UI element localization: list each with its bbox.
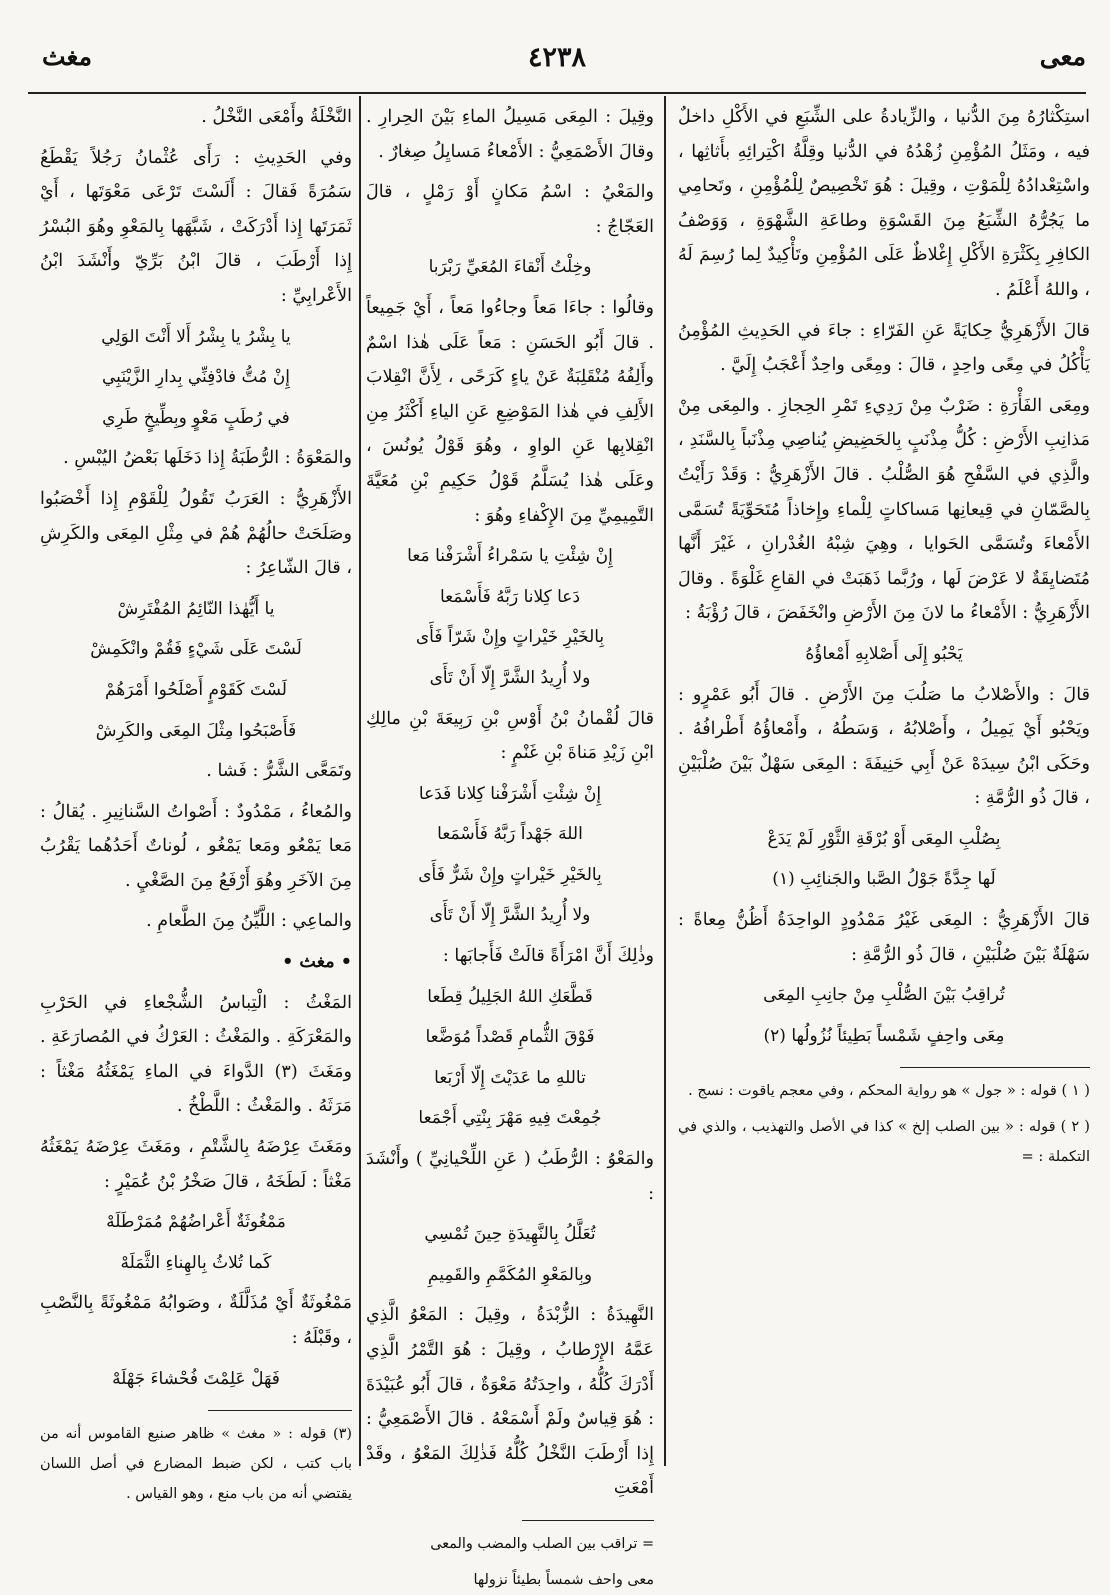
verse-line: إِنْ شِئْتِ أَشْرَفْنا كِلانا فَدَعا [418, 783, 602, 804]
paragraph: مَمْغُوثَةٌ أَيْ مُذَلَّلَةٌ ، وصَوابُهُ مَمْغُوثَةً بِالنَّصْبِ ، وقَبْلَهُ : [40, 1293, 352, 1348]
paragraph: وفي الحَدِيثِ : رَأَى عُثْمانُ رَجُلاً يَقْطَعُ سَمُرَةً فَقالَ : أَلَسْتَ تَرْعَى مَعْوَتَها ، أَيْ ثَمَرَتَها إِذا أَدْرَكَتْ ، شَبَّهَها بِالمَعْوِ وهُوَ البُسْرُ إِذا أَرْطَبَ ، قالَ ابْنُ بَرِّيّ وأَنْشَدَ ابْنُ الأَعْرابِيِّ : [40, 147, 352, 306]
verse-line: إِنْ شِئْتِ يا سَمْراءُ أَشْرَفْنا مَعا [407, 546, 613, 567]
verse-line: وبِالمَعْوِ المُكَمَّمِ والقَمِيمِ [427, 1264, 593, 1285]
verse-line: تُراقِبُ بَيْنَ الصُّلْبِ مِنْ جانِبِ المِعَى [763, 985, 1005, 1006]
paragraph: والمَعْيُ : اسْمُ مَكانٍ أَوْ رَمْلٍ ، قالَ العَجّاجُ : [366, 182, 654, 237]
paragraph: والمَعْوَةُ : الرُّطَبَةُ إِذا دَخَلَها بَعْضُ اليُبْسِ . [63, 448, 352, 469]
verse-line: بِالخَيْرِ خَيْراتٍ وإِنْ شَرٌّ فَأَى [418, 864, 602, 885]
page-header [28, 42, 1086, 86]
footnote: معى واحف شمساً بطيئاً نزولها [473, 1571, 654, 1588]
verse-line: فَوْقَ الثُّمامِ قَصْداً مُوَضَّعا [425, 1027, 595, 1048]
verse-line: دَعا كِلانا رَبَّهُ فَأَسْمَعا [439, 586, 581, 607]
verse-line: يا بِشْرُ يا بِشْرُ أَلا أَنْتَ الوَلِي [101, 326, 291, 347]
verse-line: وخِلْتُ أَنْقاءَ المُعَيِّ رَبْرَبا [428, 257, 592, 278]
header-keyword-left: مغث [42, 42, 92, 71]
footnote-separator [900, 1067, 1090, 1068]
verse-line: لَها جِدَّةً جَوْلُ الصَّبا والجَنائِبِ (١) [772, 869, 996, 890]
paragraph: قالَ الأَزْهَرِيُّ : المِعَى غَيْرُ مَمْدُودٍ الواحِدَةُ أَظُنُّ مِعاةً : سَهْلَةٌ بَيْنَ صُلْبَيْنِ ، قالَ ذُو الرُّمَّةِ : [678, 910, 1090, 965]
column-left [40, 100, 352, 1560]
paragraph: ومِعَى الفَأْرَةِ : ضَرْبٌ مِنْ رَدِيءِ تَمْرِ الحِجازِ . والمِعَى مِنْ مَذانِبِ الأَرْضِ : كُلُّ مِذْنَبٍ بِالحَضِيضِ يُناصِي مِذْنَباً بِالسَّنَدِ ، والَّذِي في السَّفْحِ هُوَ الصُّلْبُ . قالَ الأَزْهَرِيُّ : وَقَدْ رَأَيْتُ بِالصَّمّانِ في قِيعانِها مَساكاتٍ لِلْماءِ وإِخاذاً مُتَحَوِّيَةً تُسَمَّى الأَمْعاءَ وتُسَمَّى الحَوايا ، وهِيَ شِبْهُ الغُدْرانِ ، غَيْرَ أَنَّها مُتَضايِقَةٌ لا عَرْضَ لَها ، ورُبَّما ذَهَبَتْ في القاعِ غَلْوَةً . وقالَ الأَزْهَرِيُّ : الأَمْعاءُ ما لانَ مِنَ الأَرْضِ وانْخَفَضَ ، قالَ رُؤْبَةُ : [678, 395, 1090, 624]
paragraph: والمُعاءُ ، مَمْدُودٌ : أَصْواتُ السَّنانِيرِ . يُقالُ : مَعا يَمْعُو ومَعا يَمْغُو ، لُوناتٌ أَحَدُهُما يَقْرُبُ مِنَ الآخَرِ وهُوَ أَرْفَعُ مِنَ الصَّغْيِ . [40, 801, 352, 891]
footnote: = تراقب بين الصلب والمضب والمعى [430, 1535, 654, 1552]
verse-line: تاللهِ ما عَدَيْتَ إِلّا أَرْبَعا [434, 1067, 586, 1088]
verse-line: لَسْتَ كَقَوْمٍ أَصْلَحُوا أَمْرَهُمْ [104, 679, 287, 700]
verse-line: بِالخَيْرِ خَيْراتٍ وإِنْ شَرّاً فَأَى [415, 627, 605, 648]
verse-line: إِنْ مُتُّ فادْفِنِّي بِدارِ الزَّيْنَبِي [102, 367, 290, 388]
paragraph: النَّهِيدَةُ : الزُّبْدَةُ ، وقِيلَ : المَعْوُ الَّذِي عَمَّهُ الإِرْطابُ ، وقِيلَ : هُوَ التَّمْرُ الَّذِي أَدْرَكَ كُلُّهُ ، واحِدَتُهُ مَعْوَةٌ ، قالَ أَبُو عُبَيْدَةَ : هُوَ قِياسٌ ولَمْ أَسْمَعْهُ . قالَ الأَصْمَعِيُّ : إِذا أَرْطَبَ النَّخْلُ كُلُّهُ فَذٰلِكَ المَعْوُ ، وقَدْ أَمْعَتِ [366, 1305, 654, 1499]
verse-line: يَحْبُو إِلَى أَصْلابِهِ أَمْعاؤُهُ [805, 643, 963, 664]
column-middle [366, 100, 654, 1588]
verse-line: بِصُلْبِ المِعَى أَوْ بُرْقَةِ الثَّوْرِ لَمْ يَدَعْ [767, 828, 1001, 849]
verse-line: اللهَ جَهْداً رَبَّهُ فَأَسْمَعا [437, 824, 583, 845]
paragraph: قالَ الأَزْهَرِيُّ حِكايَةً عَنِ الفَرّاءِ : جاءَ في الحَدِيثِ المُؤْمِنُ يَأْكُلُ في مِعًى واحِدٍ ، قالَ : ومِعًى واحِدٌ أَعْجَبُ إِلَيَّ . [678, 320, 1090, 376]
paragraph: قالَ : والأَصْلابُ ما صَلُبَ مِنَ الأَرْضِ . قالَ أَبُو عَمْرٍو : ويَحْبُو أَيْ يَمِيلُ ، وأَصْلابُهُ ، وَسَطُهُ ، وأَمْعاؤُهُ أَطْرافُهُ . وحَكَى ابْنُ سِيدَهْ عَنْ أَبِي حَنِيفَةَ : المِعَى سَهْلٌ بَيْنَ صُلْبَيْنِ ، قالَ ذُو الرُّمَّةِ : [678, 684, 1090, 809]
verse-line: يا أَيُّهٰذا النّائِمُ المُفْتَرِشْ [117, 598, 275, 619]
verse-line: جُمِعْتَ فِيهِ مَهْرَ بِنْتِي أَجْمَعا [418, 1108, 602, 1129]
verse-line: في رُطَبٍ مَعْوٍ وبِطِّيخٍ طَرِي [102, 407, 290, 428]
paragraph: والماعِي : اللَّيِّنُ مِنَ الطَّعامِ . [146, 911, 352, 932]
paragraph: النَّخْلَةُ وأَمْعَى النَّخْلُ . [201, 107, 352, 127]
verse-line: كَما تُلاثُ بِالهِناءِ الثَّمَلَهْ [120, 1252, 272, 1273]
footnote: ( ١ ) قوله : « جول » هو رواية المحكم ، وفي معجم ياقوت : نسج . [688, 1082, 1090, 1100]
paragraph: استِكْثارُهُ مِنَ الدُّنيا ، والزِّيادةُ على الشِّبَعِ في الأَكْلِ داخلٌ فيه ، ومَثَلُ المُؤْمِنِ زُهْدُهُ في الدُّنيا وقِلَّةُ اكْتِرائِهِ بأَثاثِها ، واسْتِعْدادُهُ لِلْمَوْتِ ، وقِيلَ : هُوَ تَخْصِيصٌ لِلْمُؤْمِنِ ، وتَحامِي ما يَجُرُّهُ الشِّبَعُ مِنَ القَسْوَةِ وطاعَةِ الشَّهْوَةِ ، وَوَصْفُ الكافِرِ بِكَثْرَةِ الأَكْلِ إِغْلاظٌ عَلَى المُؤْمِنِ وتَأْكِيدٌ لِما رُسِمَ لَهُ ، واللهُ أَعْلَمُ . [678, 107, 1090, 300]
paragraph: ومَغَثَ عِرْضَهُ بِالشَّتْمِ ، ومَغَثَ عِرْضَهُ يَمْغَثُهُ مَغْثاً : لَطَخَهُ ، قالَ صَخْرُ بْنُ عُمَيْرٍ : [40, 1137, 352, 1192]
verse-line: ولا أُرِيدُ الشَّرَّ إِلّا أَنْ تَأَى [429, 667, 591, 688]
header-keyword-right: معى [1039, 42, 1086, 71]
verse-line: قَطَّعَكِ اللهُ الجَلِيلُ قِطَعا [427, 986, 593, 1007]
footnote: ( ٢ ) قوله : « بين الصلب إلخ » كذا في الأصل والتهذيب ، والذي في التكملة : = [678, 1118, 1090, 1166]
paragraph: المَغْثُ : الْتِباسُ الشُّجْعاءِ في الحَرْبِ والمَعْرَكَةِ . والمَغْثُ : العَرْكُ في المُصارَعَةِ . ومَغَثَ (٣) الدَّواءَ في الماءِ يَمْغَثُهُ مَغْثاً : مَرَثَهُ . والمَغْثُ : اللَّطْخُ . [40, 992, 353, 1117]
column-right [678, 100, 1090, 1560]
column-divider-right [664, 96, 666, 1466]
footnote-separator [522, 1520, 654, 1521]
entry-headword: • مغث • [282, 951, 352, 973]
verse-line: لَسْتَ عَلَى شَيْءٍ فَقُمْ وانْكَمِشْ [90, 639, 302, 660]
paragraph: قالَ لُقْمانُ بْنُ أَوْسِ بْنِ رَبِيعَةَ بْنِ مالِكِ ابْنِ زَيْدِ مَناةَ بْنِ غَنْمٍ : [366, 708, 654, 764]
page-number: ٤٢٣٨ [527, 42, 586, 73]
paragraph: وذٰلِكَ أَنَّ امْرَأَةً قالَتْ فَأَجابَها : [442, 946, 654, 967]
verse-line: ولا أُرِيدُ الشَّرَّ إِلّا أَنْ تَأَى [429, 905, 591, 926]
verse-line: مَمْغُوثَةٌ أَعْراضُهُمْ مُمَرْطَلَهْ [106, 1212, 286, 1233]
verse-line: تُعَلَّلُ بِالنَّهِيدَةِ حِينَ تُمْسِي [424, 1224, 596, 1245]
footnote-separator [208, 1410, 352, 1411]
verse-line: فَأَصْبَحُوا مِثْلَ المِعَى والكَرِشْ [95, 720, 297, 741]
paragraph: وقِيلَ : المِعَى مَسِيلُ الماءِ بَيْنَ الحِرارِ . وقالَ الأَصْمَعِيُّ : الأَمْعاءُ مَسايِلُ صِغارٌ . [366, 107, 654, 162]
paragraph: وقالُوا : جاءَا مَعاً وجاءُوا مَعاً ، أَيْ جَمِيعاً . قالَ أَبُو الحَسَنِ : مَعاً عَلَى هٰذا اسْمٌ وأَلِفُهُ مُنْقَلِبَةٌ عَنْ ياءٍ كَرَحًى ، لِأَنَّ انْقِلابَ الأَلِفِ في هٰذا المَوْضِعِ عَنِ الياءِ أَكْثَرُ مِنِ انْقِلابِها عَنِ الواوِ ، وهُوَ قَوْلُ يُونُسَ ، وعَلَى هٰذا يُسَلَّمُ قَوْلُ حَكِيمِ بْنِ مُعَيَّةَ التَّمِيمِيِّ مِنَ الإِكْفاءِ وهُوَ : [366, 297, 654, 526]
verse-line: مِعَى واحِفٍ شَمْساً بَطِيئاً نُزُولُها (٢) [763, 1025, 1005, 1046]
verse-line: فَهَلْ عَلِمْتَ فُحْشاءَ جَهْلَهْ [112, 1368, 280, 1389]
paragraph: والمَعْوُ : الرُّطَبُ ( عَنِ اللِّحْيانِيِّ ) وأَنْشَدَ : [366, 1149, 654, 1204]
paragraph: الأَزْهَرِيُّ : العَرَبُ تَقُولُ لِلْقَوْمِ إِذا أَخْصَبُوا وصَلَحَتْ حالُهُمْ هُمْ في مِثْلِ المِعَى والكَرِشِ ، قالَ الشّاعِرُ : [40, 488, 352, 579]
header-rule [28, 92, 1086, 94]
paragraph: وتَمَعَّى الشَّرُّ : فَشا . [206, 761, 352, 782]
footnote: (٣) قوله : « مغث » ظاهر صنيع القاموس أنه من باب كتب ، لكن ضبط المضارع في أصل اللسان يقتضي أنه من باب منع ، وهو القياس . [40, 1426, 352, 1503]
column-divider-left [359, 96, 361, 1466]
